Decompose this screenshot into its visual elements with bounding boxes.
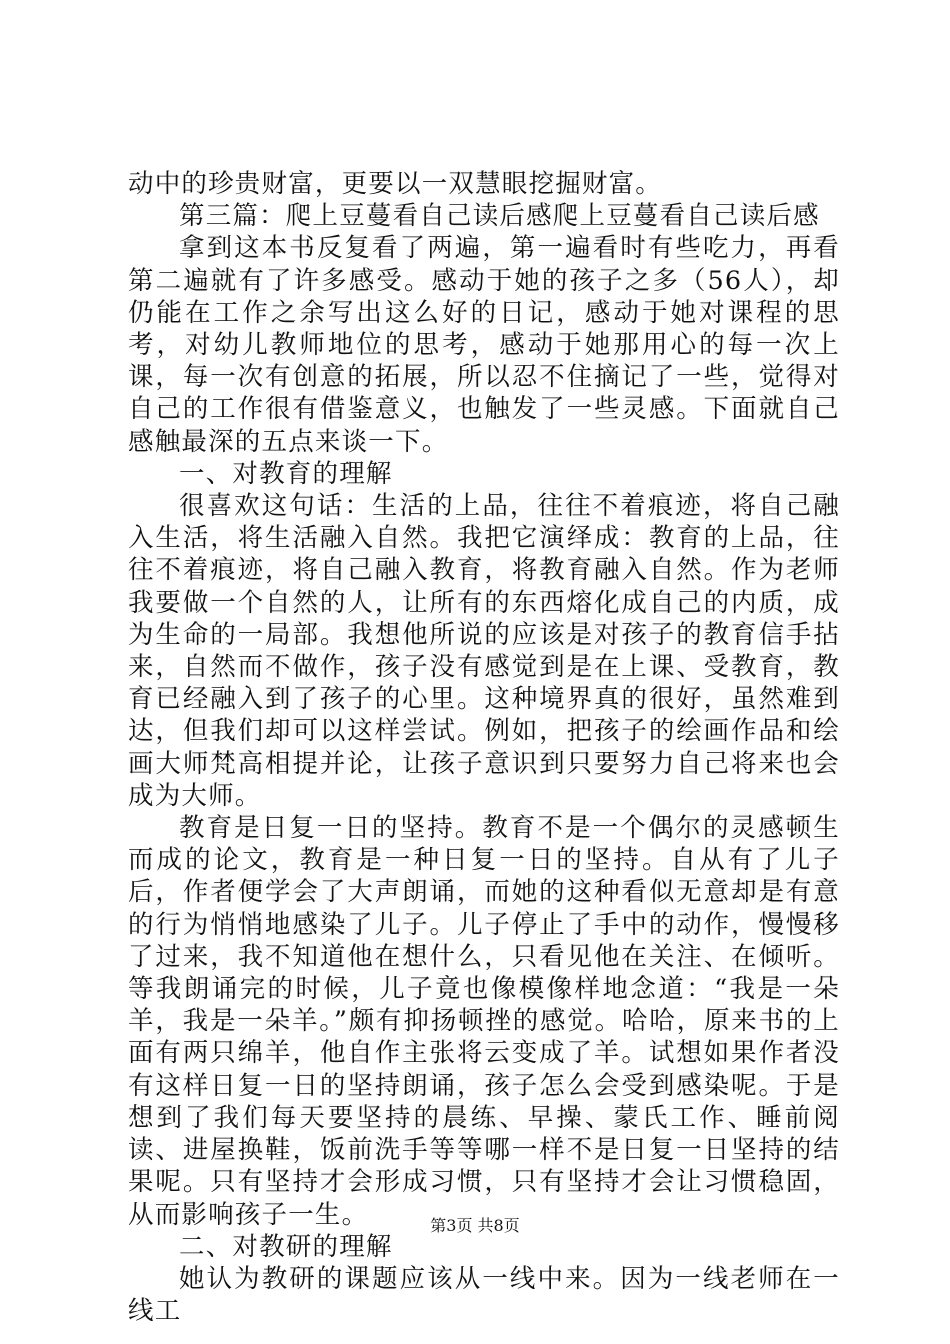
document-body (128, 168, 840, 1327)
paragraph: 她认为教研的课题应该从一线中来。因为一线老师在一线工 (128, 1263, 840, 1327)
page-number-label: 第3页 共8页 (430, 1216, 520, 1235)
paragraph: 教育是日复一日的坚持。教育不是一个偶尔的灵感顿生而成的论文，教育是一种日复一日的坚持。自从有了儿子后，作者便学会了大声朗诵，而她的这种看似无意却是有意的行为悄悄地感染了儿子。儿子停止了手中的动作，慢慢移了过来，我不知道他在想什么，只看见他在关注、在倾听。等我朗诵完的时候，儿子竟也像模像样地念道：“我是一朵羊，我是一朵羊。”颇有抑扬顿挫的感觉。哈哈，原来书的上面有两只绵羊，他自作主张将云变成了羊。试想如果作者没有这样日复一日的坚持朗诵，孩子怎么会受到感染呢。于是想到了我们每天要坚持的晨练、早操、蒙氏工作、睡前阅读、进屋换鞋，饭前洗手等等哪一样不是日复一日坚持的结果呢。只有坚持才会形成习惯，只有坚持才会让习惯稳固，从而影响孩子一生。 (128, 813, 840, 1230)
paragraph: 很喜欢这句话：生活的上品，往往不着痕迹，将自己融入生活，将生活融入自然。我把它演绎成：教育的上品，往往不着痕迹，将自己融入教育，将教育融入自然。作为老师我要做一个自然的人，让所有的东西熔化成自己的内质，成为生命的一局部。我想他所说的应该是对孩子的教育信手拈来，自然而不做作，孩子没有感觉到是在上课、受教育，教育已经融入到了孩子的心里。这种境界真的很好，虽然难到达，但我们却可以这样尝试。例如，把孩子的绘画作品和绘画大师梵高相提并论，让孩子意识到只要努力自己将来也会成为大师。 (128, 491, 840, 811)
page-footer (0, 1213, 950, 1236)
paragraph-continuation: 动中的珍贵财富，更要以一双慧眼挖掘财富。 (128, 169, 663, 199)
section-title: 第三篇：爬上豆蔓看自己读后感爬上豆蔓看自己读后感 (179, 201, 820, 232)
section-heading-research: 二、对教研的理解 (179, 1231, 393, 1262)
paragraph: 拿到这本书反复看了两遍，第一遍看时有些吃力，再看第二遍就有了许多感受。感动于她的孩子之多（56人），却仍能在工作之余写出这么好的日记，感动于她对课程的思考，对幼儿教师地位的思考，感动于她那用心的每一次上课，每一次有创意的拓展，所以忍不住摘记了一些，觉得对自己的工作很有借鉴意义，也触发了一些灵感。下面就自己感触最深的五点来谈一下。 (128, 233, 840, 457)
section-heading-education: 一、对教育的理解 (179, 458, 393, 489)
